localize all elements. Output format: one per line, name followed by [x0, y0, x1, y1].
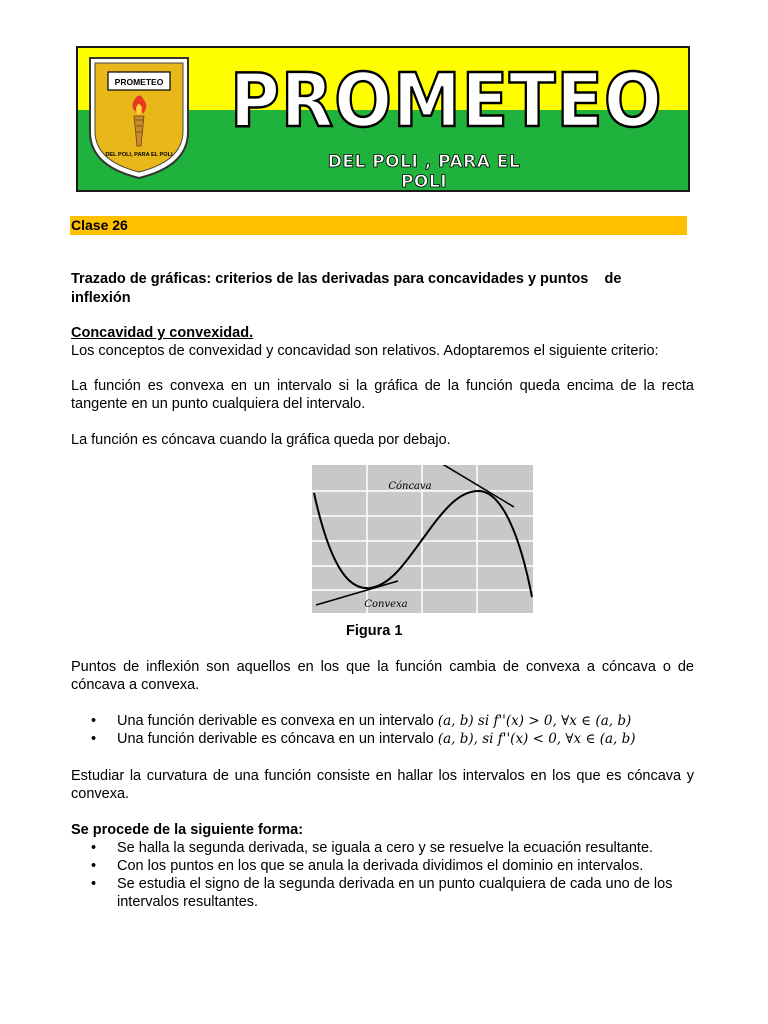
criteria-math: (a, b), si f''(x) < 0, ∀x ∈ (a, b)	[437, 731, 636, 747]
bullet-icon: •	[91, 713, 97, 729]
list-item	[71, 712, 711, 730]
step-text: Se estudia el signo de la segunda derivada en un punto cualquiera de cada uno de los intervalos resultantes.	[117, 876, 673, 910]
criteria-math: (a, b) si f''(x) > 0, ∀x ∈ (a, b)	[437, 713, 632, 729]
list-item	[71, 839, 711, 857]
convexa-definition: La función es convexa en un intervalo si la gráfica de la función queda encima de la recta tangente en un punto cualquiera del intervalo.	[71, 378, 694, 412]
brand-title: PROMETEO	[230, 58, 663, 144]
figure-label-concava: Cóncava	[388, 481, 432, 492]
criteria-text: Una función derivable es cóncava en un intervalo	[117, 731, 434, 747]
bullet-icon: •	[91, 840, 97, 856]
curvatura-paragraph: Estudiar la curvatura de una función consiste en hallar los intervalos en los que es cóncava y convexa.	[71, 768, 694, 802]
list-item	[71, 857, 711, 875]
concavity-figure	[312, 465, 533, 613]
procedure-title: Se procede de la siguiente forma:	[71, 822, 304, 838]
figure-caption: Figura 1	[346, 623, 403, 639]
bullet-icon: •	[91, 858, 97, 874]
step-text: Se halla la segunda derivada, se iguala a cero y se resuelve la ecuación resultante.	[117, 840, 654, 856]
brand-subtitle: DEL POLI , PARA EL POLI	[327, 152, 521, 192]
prometeo-shield-logo	[86, 54, 192, 182]
list-item	[71, 730, 711, 748]
document-heading-line1: Trazado de gráficas: criterios de las derivadas para concavidades y puntos de	[71, 271, 622, 287]
inflexion-definition: Puntos de inflexión son aquellos en los que la función cambia de convexa a cóncava o de cóncava a convexa.	[71, 659, 694, 693]
bullet-icon: •	[91, 876, 97, 892]
derivative-criteria-list	[71, 712, 711, 748]
header-banner	[76, 46, 690, 192]
class-number-bar: Clase 26	[70, 216, 687, 235]
logo-label: PROMETEO	[114, 77, 164, 87]
section-title: Concavidad y convexidad.	[71, 325, 254, 341]
document-heading-line2: inflexión	[71, 290, 131, 306]
concava-definition: La función es cóncava cuando la gráfica queda por debajo.	[71, 432, 451, 448]
procedure-steps-list	[71, 839, 711, 911]
list-item	[71, 875, 737, 911]
logo-motto: DEL POLI, PARA EL POLI	[105, 152, 173, 158]
figure-label-convexa: Convexa	[364, 599, 408, 610]
intro-paragraph: Los conceptos de convexidad y concavidad son relativos. Adoptaremos el siguiente criterio:	[71, 343, 659, 359]
step-text: Con los puntos en los que se anula la derivada dividimos el dominio en intervalos.	[117, 858, 644, 874]
bullet-icon: •	[91, 731, 97, 747]
criteria-text: Una función derivable es convexa en un intervalo	[117, 713, 434, 729]
